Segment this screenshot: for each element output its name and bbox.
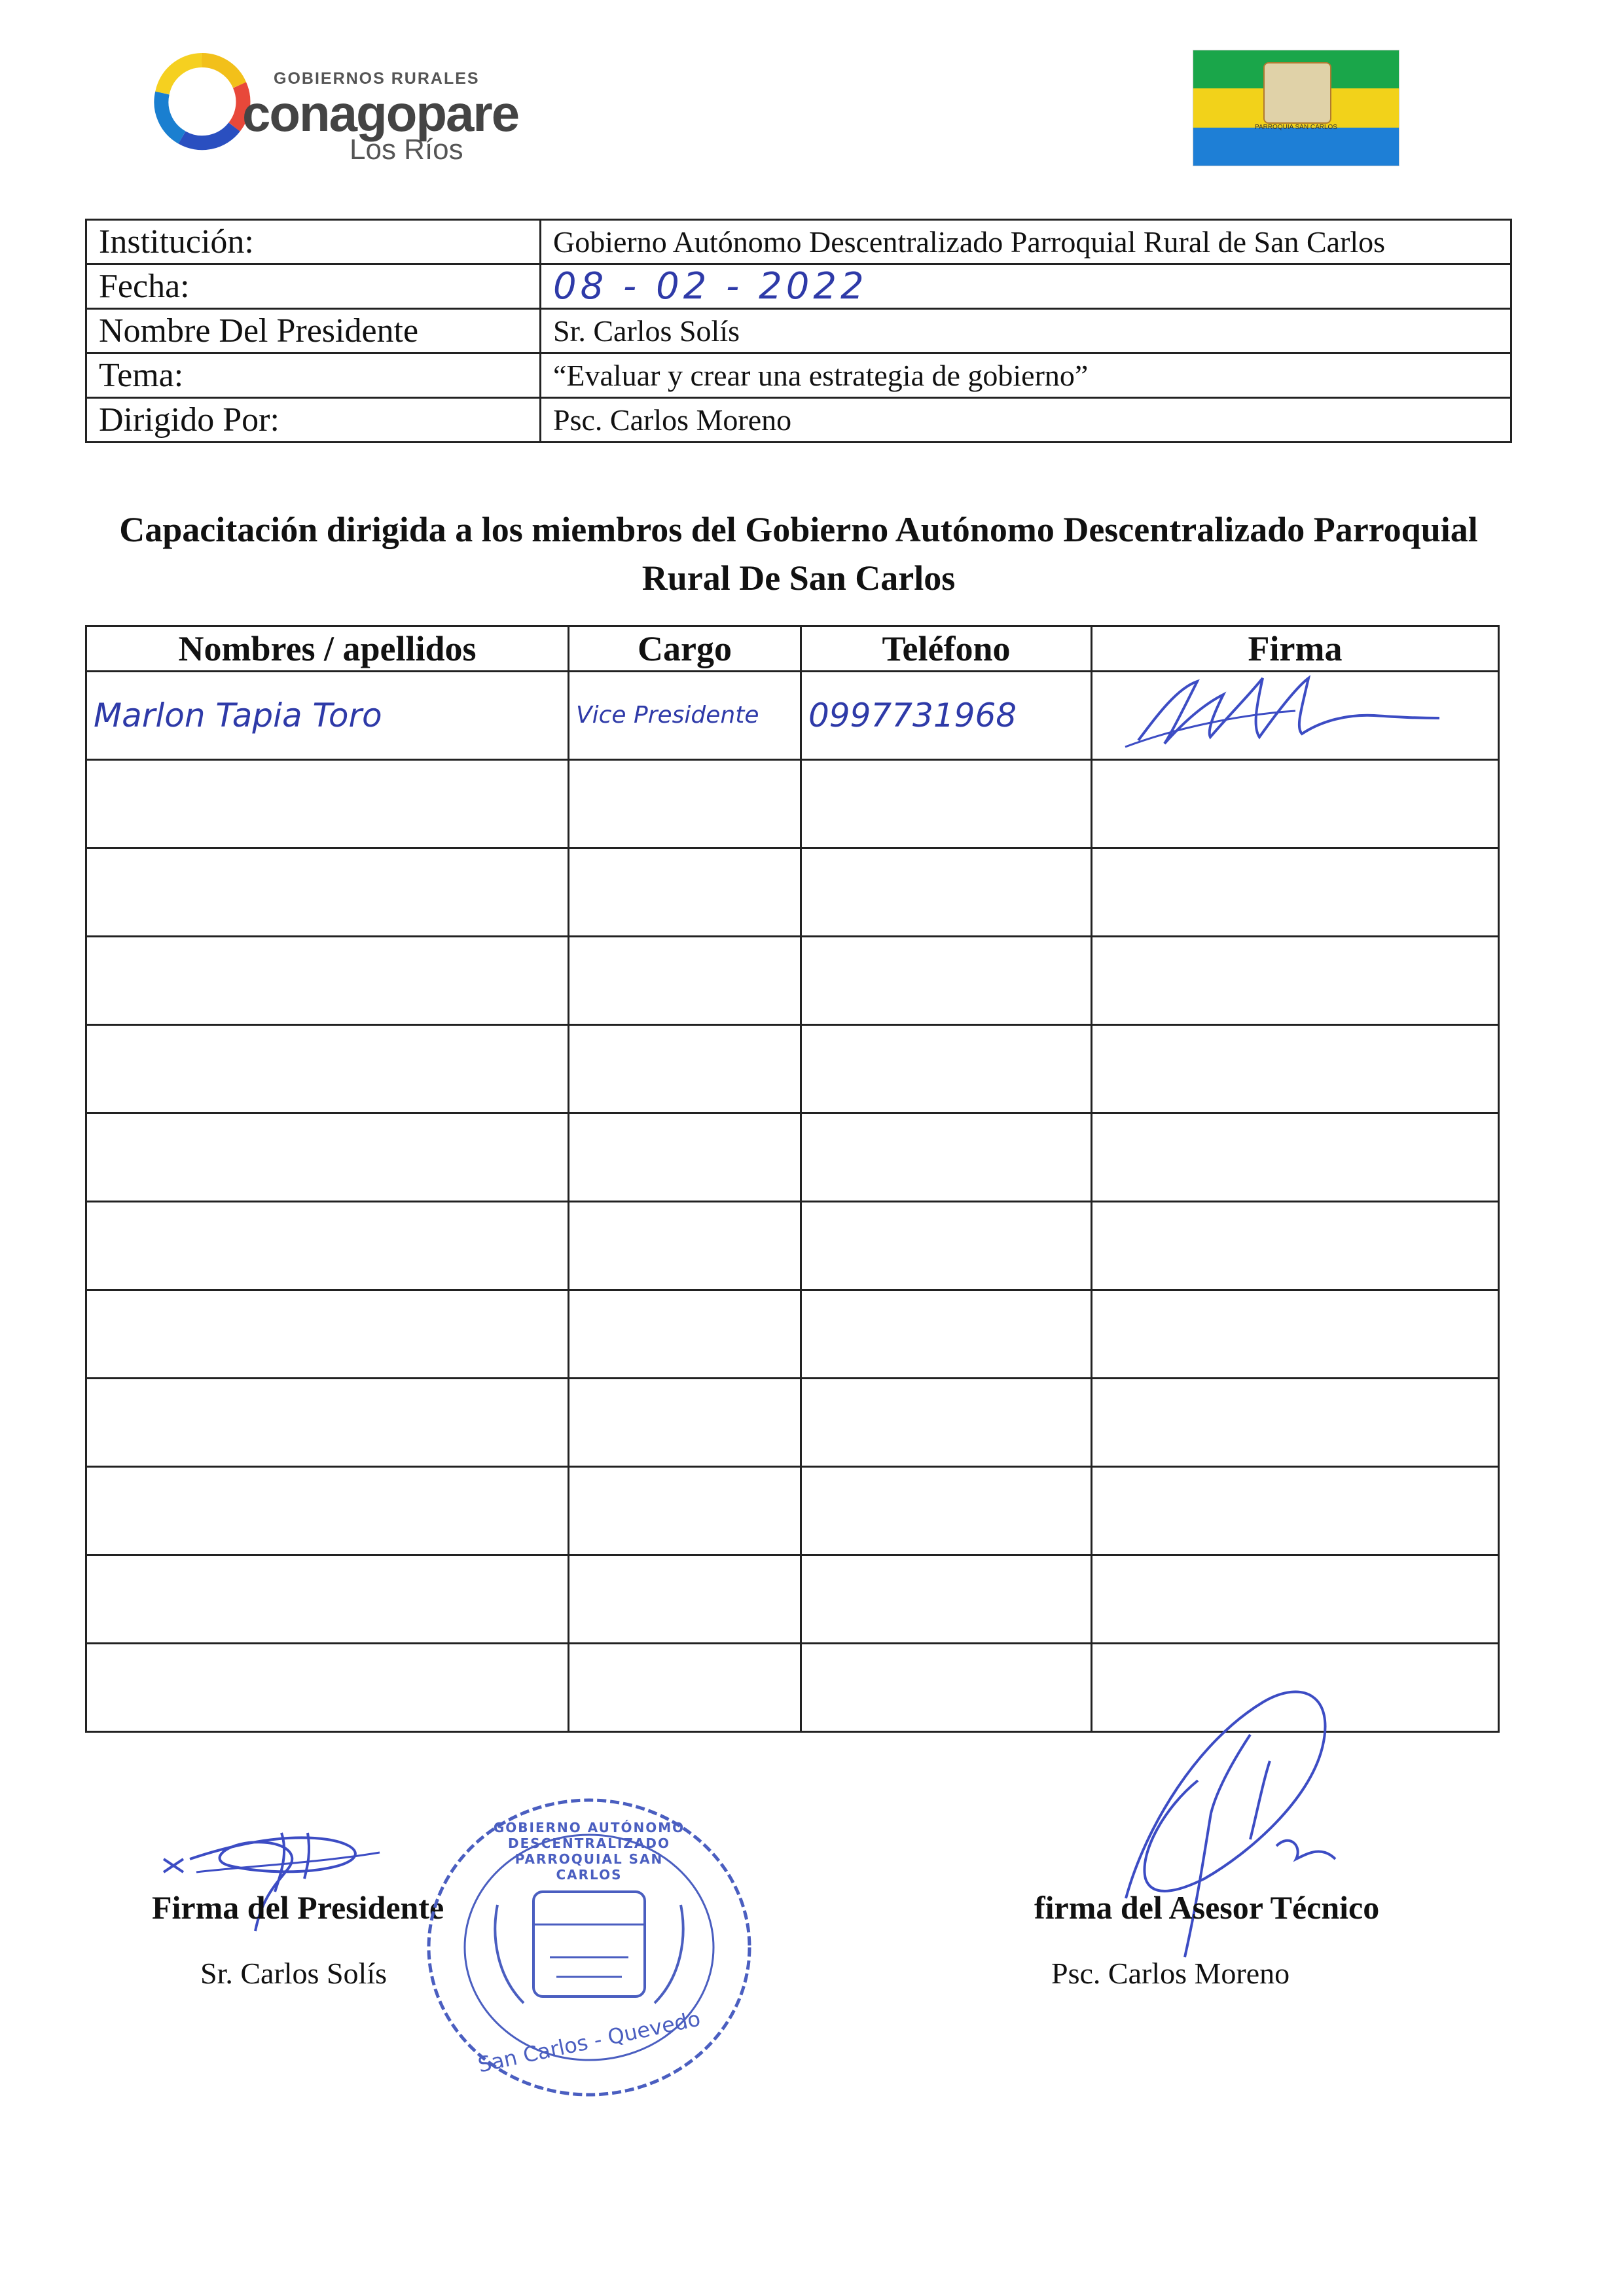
- parish-flag: [1193, 50, 1399, 166]
- handwritten-date: 08 - 02 - 2022: [553, 265, 868, 308]
- info-value: “Evaluar y crear una estrategia de gobierno”: [541, 353, 1511, 398]
- logo-ring-icon: [156, 54, 247, 152]
- info-value: Psc. Carlos Moreno: [541, 398, 1511, 443]
- info-row-tema: [86, 353, 1511, 398]
- seal-text-top: GOBIERNO AUTÓNOMO DESCENTRALIZADO PARROQUIAL SAN CARLOS: [493, 1820, 685, 1883]
- table-row: [86, 1379, 1499, 1467]
- table-row: [86, 1202, 1499, 1290]
- attendance-table: [85, 625, 1500, 1733]
- table-row: [86, 1555, 1499, 1644]
- table-row: [86, 1025, 1499, 1113]
- entry-telefono: 0997731968: [808, 696, 1017, 734]
- header-telefono: Teléfono: [801, 626, 1092, 672]
- table-row: [86, 760, 1499, 848]
- flag-coat-of-arms-icon: [1263, 62, 1331, 124]
- advisor-signature-icon: [1106, 1682, 1381, 1983]
- advisor-name: Psc. Carlos Moreno: [1051, 1957, 1290, 1990]
- table-row: [86, 937, 1499, 1025]
- seal-text-bottom: San Carlos - Quevedo: [475, 2006, 703, 2078]
- table-row: [86, 1467, 1499, 1555]
- logo-name: conagopare: [242, 84, 519, 142]
- header-cargo: Cargo: [569, 626, 801, 672]
- title-line-2: Rural De San Carlos: [641, 558, 956, 598]
- header-firma: Firma: [1092, 626, 1499, 672]
- document-title: [85, 505, 1512, 602]
- attendance-header-row: [86, 626, 1499, 672]
- info-label: Dirigido Por:: [86, 398, 541, 443]
- info-label: Nombre Del Presidente: [86, 309, 541, 353]
- info-value: Sr. Carlos Solís: [541, 309, 1511, 353]
- table-row: [86, 848, 1499, 937]
- president-signature-label: Firma del Presidente: [152, 1889, 444, 1926]
- info-table: [85, 219, 1512, 443]
- table-row: [86, 1113, 1499, 1202]
- conagopare-logo: [156, 54, 519, 178]
- table-row: [86, 672, 1499, 760]
- table-row: [86, 1290, 1499, 1379]
- president-name: Sr. Carlos Solís: [200, 1957, 388, 1990]
- advisor-signature-label: firma del Asesor Técnico: [1034, 1889, 1380, 1926]
- info-row-fecha: [86, 264, 1511, 309]
- info-row-institucion: [86, 220, 1511, 264]
- info-label: Tema:: [86, 353, 541, 398]
- header-nombres: Nombres / apellidos: [86, 626, 569, 672]
- info-label: Fecha:: [86, 264, 541, 309]
- info-value: Gobierno Autónomo Descentralizado Parroquial Rural de San Carlos: [541, 220, 1511, 264]
- title-line-1: Capacitación dirigida a los miembros del Gobierno Autónomo Descentralizado Parroquial: [119, 510, 1478, 549]
- entry-cargo: Vice Presidente: [576, 702, 759, 729]
- info-row-dirigido: [86, 398, 1511, 443]
- info-label: Institución:: [86, 220, 541, 264]
- logo-tagline: GOBIERNOS RURALES: [274, 69, 480, 88]
- flag-caption: PARROQUIA SAN CARLOS: [1255, 124, 1337, 131]
- info-row-presidente: [86, 309, 1511, 353]
- entry-signature-icon: [1099, 675, 1466, 753]
- flag-band-blue: [1193, 128, 1399, 166]
- entry-name: Marlon Tapia Toro: [94, 696, 382, 734]
- logo-region: Los Ríos: [350, 134, 463, 166]
